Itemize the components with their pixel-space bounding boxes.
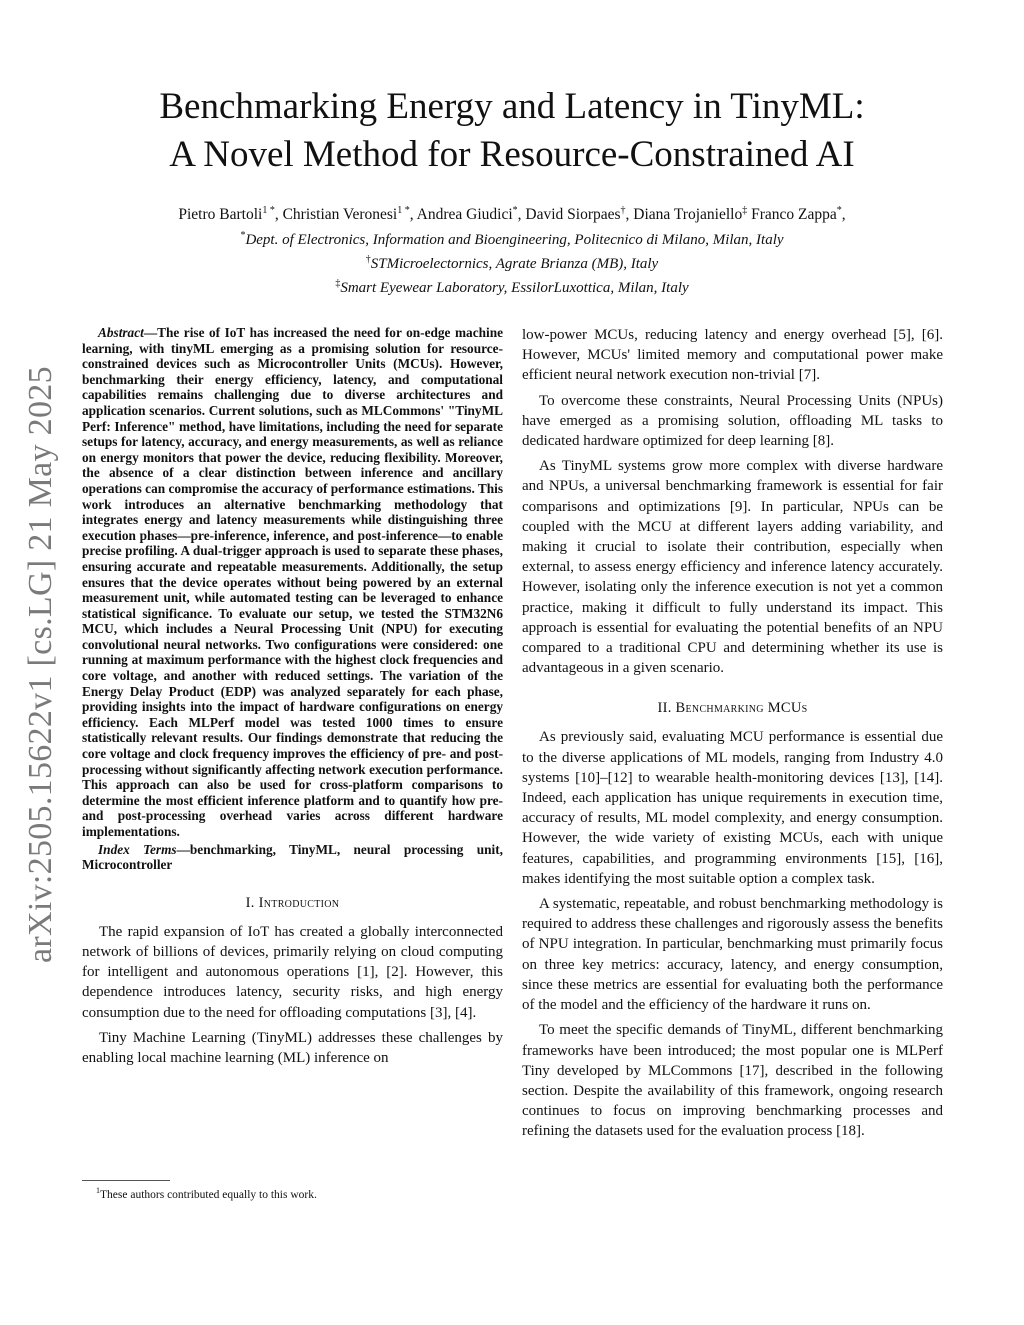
paragraph: The rapid expansion of IoT has created a globally interconnected network of billions of devices, primarily relying on cloud computing for intelligent and autonomous operations [1], [2]. However, this dependence introduces latency, security risks, and high energy consumption due to the need for offloading computations [3], [4]. <box>82 923 503 1021</box>
author-mark: 1 * <box>397 205 410 216</box>
author-name: , Diana Trojaniello <box>625 206 743 224</box>
author-name: , Christian Veronesi <box>274 206 398 224</box>
author-list <box>60 201 964 225</box>
paragraph: As TinyML systems grow more complex with diverse hardware and NPUs, a universal benchmarking framework is essential for fair comparisons and optimizations [9]. In particular, NPUs can be coupled with the MCU at different layers adding variability, and making it crucial to isolate their contribution, especially when external, to assess energy efficiency and inference latency accurately. However, isolating only the inference execution is not yet a common practice, making it difficult to fully understand its impact. This approach is essential for evaluating the potential benefits of an NPU compared to a traditional CPU and determining whether its use is advantageous in a given scenario. <box>522 458 943 677</box>
affiliation-2: †STMicroelectornics, Agrate Brianza (MB), Italy <box>365 254 659 272</box>
author-name: , David Siorpaes <box>517 206 621 224</box>
author-mark: * <box>512 205 518 216</box>
affiliation-mark: † <box>365 254 371 265</box>
affiliation-mark: * <box>240 230 246 241</box>
footnote-divider <box>82 1180 170 1181</box>
author-name: , Andrea Giudici <box>409 206 513 224</box>
author-mark: 1 * <box>262 205 275 216</box>
affiliations <box>80 226 944 298</box>
footnote-mark: 1 <box>96 1186 100 1195</box>
left-column <box>82 325 503 1073</box>
section-heading-benchmarking: II. Benchmarking MCUs <box>657 700 808 717</box>
paragraph: A systematic, repeatable, and robust benchmarking methodology is required to address these challenges and rigorously assess the benefits of NPU integration. In particular, benchmarking must primarily focus on three key metrics: accuracy, latency, and energy consumption, since these metrics are essential for evaluating both the performance of the model and the efficiency of the hardware it runs on. <box>522 896 943 1014</box>
paragraph: As previously said, evaluating MCU performance is essential due to the diverse applications of ML models, ranging from Industry 4.0 systems [10]–[12] to wearable health-monitoring devices [13], [14]. Indeed, each application has unique requirements in execution time, accuracy of results, ML model complexity, and energy consumption. However, the wide variety of existing MCUs, each with unique features, capabilities, and programming environments [15], [16], makes identifying the most suitable option a complex task. <box>522 729 943 887</box>
author-mark: † <box>620 205 626 216</box>
affiliation-mark: ‡ <box>335 278 341 289</box>
abstract-text: —The rise of IoT has increased the need for on-edge machine learning, with tinyML emerging as a promising solution for resource-constrained devices such as Microcontroller Units (MCUs). However, benchmarking their energy efficiency, latency, and computational capabilities remains challenging due to diverse architectures and application scenarios. Current solutions, such as MLCommons' "TinyML Perf: Inference" method, have limitations, including the need for separate setups for latency, accuracy, and energy measurements, as well as reliance on energy monitors that power the device, reducing flexibility. Moreover, the absence of a clear distinction between inference and ancillary operations can compromise the accuracy of performance estimations. This work introduces an alternative benchmarking methodology that integrates energy and latency measurements while distinguishing three execution phases—pre-inference, inference, and post-inference—to enable precise profiling. A dual-trigger approach is used to separate these phases, ensuring accurate and repeatable measurements. Additionally, the setup ensures that the device operates without being powered by an external measurement unit, while automated testing can be leveraged to enhance statistical significance. To evaluate our setup, we tested the STM32N6 MCU, which includes a Neural Processing Unit (NPU) for executing convolutional neural networks. Two configurations were considered: one running at maximum performance with the highest clock frequencies and core voltage, and another with reduced settings. The variation of the Energy Delay Product (EDP) was analyzed separately for each phase, providing insights into the impact of hardware configurations on energy efficiency. Each MLPerf model was tested 1000 times to ensure statistically relevant results. Our findings demonstrate that reducing the core voltage and clock frequency improves the efficiency of pre- and post-processing without significantly affecting network execution performance. This approach can also be used for cross-platform comparisons to determine the most efficient inference platform and to quantify how pre- and post-processing overhead varies across different hardware implementations. <box>82 325 503 839</box>
index-terms-label: Index Terms <box>98 841 177 857</box>
author-separator: , <box>841 206 846 224</box>
paragraph: Tiny Machine Learning (TinyML) addresses these challenges by enabling local machine learning (ML) inference on <box>82 1029 503 1066</box>
footnote <box>96 1186 317 1201</box>
affiliation-3: ‡Smart Eyewear Laboratory, EssilorLuxottica, Milan, Italy <box>335 278 689 296</box>
author-name: Franco Zappa <box>747 206 837 224</box>
paper-title <box>80 83 944 179</box>
arxiv-identifier: arXiv:2505.15622v1 [cs.LG] 21 May 2025 <box>22 366 59 964</box>
abstract <box>82 325 503 840</box>
title-line-2: A Novel Method for Resource-Constrained AI <box>169 134 855 175</box>
index-terms-text: —benchmarking, TinyML, neural processing unit, Microcontroller <box>82 841 503 873</box>
title-line-1: Benchmarking Energy and Latency in TinyML: <box>159 86 865 127</box>
paragraph: To meet the specific demands of TinyML, different benchmarking frameworks have been introduced; the most popular one is MLPerf Tiny developed by MLCommons [17], described in the following section. Despite the availability of this framework, ongoing research continues to focus on improving benchmarking processes and refining the datasets used for the evaluation process [18]. <box>522 1022 943 1140</box>
affiliation-1: *Dept. of Electronics, Information and Bioengineering, Politecnico di Milano, Milan, Italy <box>240 230 784 248</box>
author-mark: * <box>836 205 842 216</box>
abstract-label: Abstract <box>98 325 144 340</box>
index-terms <box>82 842 503 873</box>
section-heading-introduction: I. Introduction <box>245 894 340 911</box>
paragraph: low-power MCUs, reducing latency and energy overhead [5], [6]. However, MCUs' limited memory and computational power make efficient neural network execution non-trivial [7]. <box>522 327 943 384</box>
footnote-text: These authors contributed equally to this work. <box>100 1188 317 1201</box>
author-mark: ‡ <box>742 205 748 216</box>
right-column <box>522 325 943 1147</box>
paragraph: To overcome these constraints, Neural Processing Units (NPUs) have emerged as a promising solution, offloading ML tasks to dedicated hardware optimized for deep learning [8]. <box>522 392 943 450</box>
author-name: Pietro Bartoli <box>178 206 263 224</box>
